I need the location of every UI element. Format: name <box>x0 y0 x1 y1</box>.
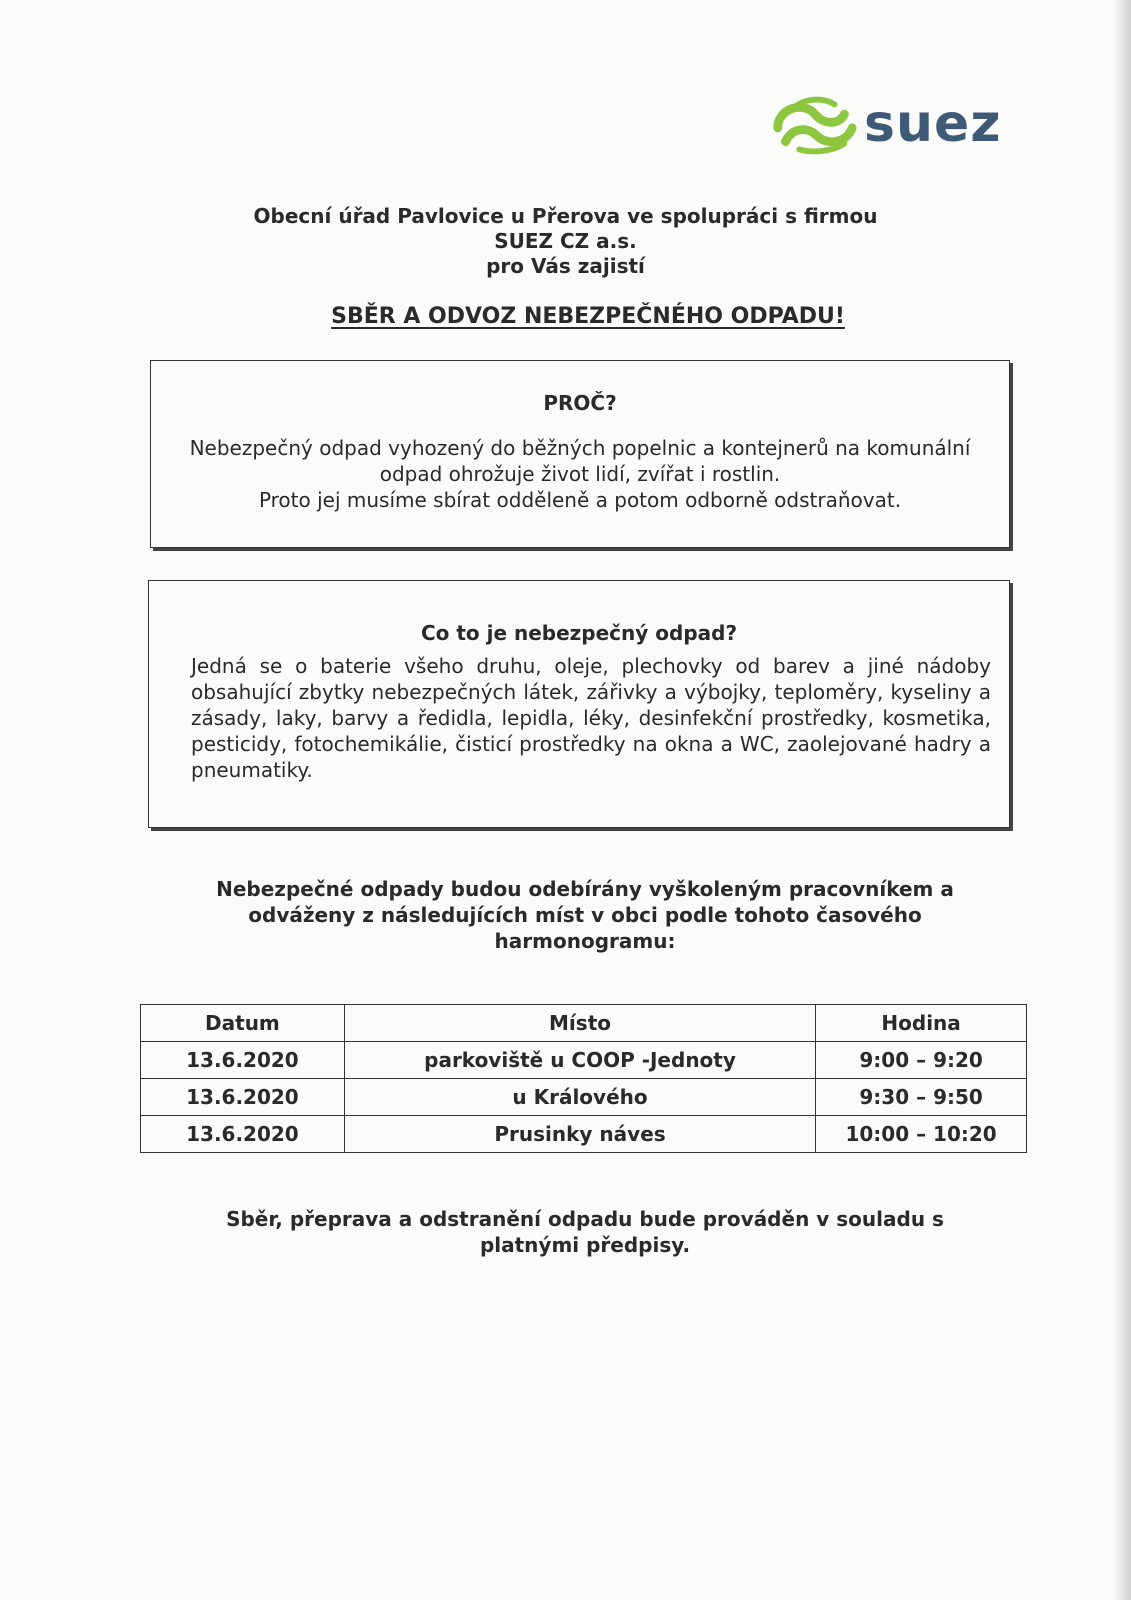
header-line-2: SUEZ CZ a.s. <box>494 229 637 253</box>
why-body <box>151 435 1009 513</box>
footer-line-1: Sběr, přeprava a odstranění odpadu bude prováděn v souladu s <box>226 1207 944 1231</box>
why-heading: PROČ? <box>543 391 617 415</box>
header-line-3: pro Vás zajistí <box>486 254 645 278</box>
header-line-1: Obecní úřad Pavlovice u Přerova ve spolupráci s firmou <box>253 204 878 228</box>
logo-wordmark: suez <box>864 94 1002 154</box>
table-row <box>141 1116 1027 1153</box>
cell-place: parkoviště u COOP -Jednoty <box>344 1042 815 1079</box>
cell-time: 9:00 – 9:20 <box>816 1042 1027 1079</box>
cell-place: Prusinky náves <box>344 1116 815 1153</box>
schedule-intro-line-1: Nebezpečné odpady budou odebírány vyškoleným pracovníkem a <box>216 877 954 901</box>
suez-swirl-icon <box>764 88 862 160</box>
schedule-intro <box>150 876 1020 954</box>
table-row <box>141 1079 1027 1116</box>
column-header-place: Místo <box>344 1005 815 1042</box>
footer-line-2: platnými předpisy. <box>479 1233 691 1257</box>
suez-logo <box>764 88 1004 160</box>
cell-date: 13.6.2020 <box>141 1042 345 1079</box>
what-box <box>148 580 1010 828</box>
why-box <box>150 360 1010 548</box>
cell-date: 13.6.2020 <box>141 1079 345 1116</box>
schedule-intro-line-3: harmonogramu: <box>494 929 676 953</box>
cell-time: 9:30 – 9:50 <box>816 1079 1027 1116</box>
schedule-table <box>140 1004 1027 1153</box>
why-line-1: Nebezpečný odpad vyhozený do běžných popelnic a kontejnerů na komunální <box>189 436 971 460</box>
schedule-intro-line-2: odváženy z následujících míst v obci podle tohoto časového <box>248 903 922 927</box>
cell-place: u Králového <box>344 1079 815 1116</box>
column-header-date: Datum <box>141 1005 345 1042</box>
what-body: Jedná se o baterie všeho druhu, oleje, plechovky od barev a jiné nádoby obsahující zbytky nebezpečných látek, zářivky a výbojky, teploměry, kyseliny a zásady, laky, barvy a ředidla, lepidla, léky, desinfekční prostředky, kosmetika, pesticidy, fotochemikálie, čisticí prostředky na okna a WC, zaolejované hadry a pneumatiky. <box>191 654 991 782</box>
cell-date: 13.6.2020 <box>141 1116 345 1153</box>
footer-note <box>150 1206 1020 1258</box>
table-row <box>141 1042 1027 1079</box>
schedule-header-row <box>141 1005 1027 1042</box>
main-title: SBĚR A ODVOZ NEBEZPEČNÉHO ODPADU! <box>331 304 845 329</box>
header <box>0 204 1131 279</box>
why-line-2: odpad ohrožuje život lidí, zvířat i rostlin. <box>379 462 781 486</box>
column-header-time: Hodina <box>816 1005 1027 1042</box>
cell-time: 10:00 – 10:20 <box>816 1116 1027 1153</box>
why-line-3: Proto jej musíme sbírat odděleně a potom odborně odstraňovat. <box>258 488 902 512</box>
what-heading: Co to je nebezpečný odpad? <box>420 621 738 645</box>
